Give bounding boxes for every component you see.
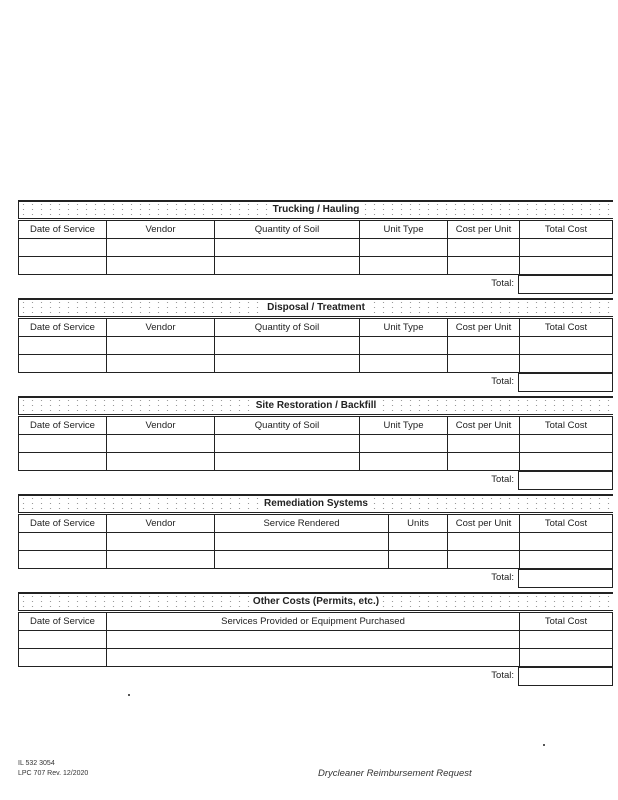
- section-trucking-hauling: [18, 200, 612, 295]
- quantity-cell[interactable]: [215, 239, 360, 257]
- col-header-date: Date of Service: [19, 319, 107, 337]
- total-label: Total:: [491, 278, 514, 289]
- section-title: Site Restoration / Backfill: [18, 396, 613, 415]
- col-header-total-cost: Total Cost: [520, 221, 613, 239]
- total-cost-cell[interactable]: [520, 355, 613, 373]
- table-row: [19, 435, 613, 453]
- form-revision: LPC 707 Rev. 12/2020: [18, 770, 89, 777]
- table-header-row: [19, 613, 613, 631]
- total-cost-cell[interactable]: [520, 239, 613, 257]
- col-header-quantity: Quantity of Soil: [215, 221, 360, 239]
- cost-per-unit-cell[interactable]: [448, 435, 520, 453]
- cost-per-unit-cell[interactable]: [448, 551, 520, 569]
- date-cell[interactable]: [19, 631, 107, 649]
- total-field[interactable]: [518, 275, 613, 294]
- total-cost-cell[interactable]: [520, 435, 613, 453]
- col-header-date: Date of Service: [19, 417, 107, 435]
- table-header-row: [19, 221, 613, 239]
- col-header-cost-per-unit: Cost per Unit: [448, 221, 520, 239]
- services-cell[interactable]: [107, 631, 520, 649]
- total-label: Total:: [491, 670, 514, 681]
- table-row: [19, 649, 613, 667]
- date-cell[interactable]: [19, 435, 107, 453]
- total-cost-cell[interactable]: [520, 551, 613, 569]
- total-cost-cell[interactable]: [520, 257, 613, 275]
- date-cell[interactable]: [19, 533, 107, 551]
- date-cell[interactable]: [19, 355, 107, 373]
- date-cell[interactable]: [19, 453, 107, 471]
- cost-per-unit-cell[interactable]: [448, 257, 520, 275]
- col-header-unit-type: Unit Type: [360, 319, 448, 337]
- other-costs-table: [18, 612, 613, 667]
- section-remediation-systems: [18, 494, 612, 589]
- col-header-total-cost: Total Cost: [520, 319, 613, 337]
- col-header-cost-per-unit: Cost per Unit: [448, 319, 520, 337]
- unit-type-cell[interactable]: [360, 239, 448, 257]
- vendor-cell[interactable]: [107, 337, 215, 355]
- section-site-restoration-backfill: [18, 396, 612, 491]
- vendor-cell[interactable]: [107, 533, 215, 551]
- col-header-services: Services Provided or Equipment Purchased: [107, 613, 520, 631]
- total-field[interactable]: [518, 569, 613, 588]
- unit-type-cell[interactable]: [360, 257, 448, 275]
- quantity-cell[interactable]: [215, 453, 360, 471]
- quantity-cell[interactable]: [215, 355, 360, 373]
- quantity-cell[interactable]: [215, 435, 360, 453]
- table-header-row: [19, 417, 613, 435]
- services-cell[interactable]: [107, 649, 520, 667]
- trucking-table: [18, 220, 613, 275]
- table-header-row: [19, 515, 613, 533]
- table-row: [19, 355, 613, 373]
- date-cell[interactable]: [19, 551, 107, 569]
- table-row: [19, 551, 613, 569]
- vendor-cell[interactable]: [107, 435, 215, 453]
- units-cell[interactable]: [389, 533, 448, 551]
- units-cell[interactable]: [389, 551, 448, 569]
- total-field[interactable]: [518, 471, 613, 490]
- section-title: Other Costs (Permits, etc.): [18, 592, 613, 611]
- form-id: IL 532 3054: [18, 760, 55, 767]
- vendor-cell[interactable]: [107, 239, 215, 257]
- cost-per-unit-cell[interactable]: [448, 533, 520, 551]
- disposal-table: [18, 318, 613, 373]
- scan-speck: [543, 744, 545, 746]
- remediation-table: [18, 514, 613, 569]
- vendor-cell[interactable]: [107, 453, 215, 471]
- quantity-cell[interactable]: [215, 257, 360, 275]
- col-header-total-cost: Total Cost: [520, 515, 613, 533]
- total-label: Total:: [491, 376, 514, 387]
- site-restoration-table: [18, 416, 613, 471]
- col-header-vendor: Vendor: [107, 515, 215, 533]
- vendor-cell[interactable]: [107, 355, 215, 373]
- total-cost-cell[interactable]: [520, 631, 613, 649]
- section-title: Remediation Systems: [18, 494, 613, 513]
- col-header-vendor: Vendor: [107, 221, 215, 239]
- service-cell[interactable]: [215, 533, 389, 551]
- col-header-vendor: Vendor: [107, 319, 215, 337]
- cost-per-unit-cell[interactable]: [448, 337, 520, 355]
- quantity-cell[interactable]: [215, 337, 360, 355]
- col-header-quantity: Quantity of Soil: [215, 417, 360, 435]
- total-label: Total:: [491, 474, 514, 485]
- date-cell[interactable]: [19, 337, 107, 355]
- col-header-total-cost: Total Cost: [520, 417, 613, 435]
- total-field[interactable]: [518, 667, 613, 686]
- unit-type-cell[interactable]: [360, 435, 448, 453]
- date-cell[interactable]: [19, 649, 107, 667]
- total-cost-cell[interactable]: [520, 337, 613, 355]
- col-header-service-rendered: Service Rendered: [215, 515, 389, 533]
- total-cost-cell[interactable]: [520, 453, 613, 471]
- col-header-vendor: Vendor: [107, 417, 215, 435]
- col-header-quantity: Quantity of Soil: [215, 319, 360, 337]
- col-header-date: Date of Service: [19, 221, 107, 239]
- col-header-unit-type: Unit Type: [360, 417, 448, 435]
- table-row: [19, 631, 613, 649]
- table-row: [19, 337, 613, 355]
- date-cell[interactable]: [19, 239, 107, 257]
- table-row: [19, 533, 613, 551]
- total-label: Total:: [491, 572, 514, 583]
- unit-type-cell[interactable]: [360, 337, 448, 355]
- unit-type-cell[interactable]: [360, 355, 448, 373]
- section-title: Disposal / Treatment: [18, 298, 613, 317]
- cost-per-unit-cell[interactable]: [448, 355, 520, 373]
- col-header-date: Date of Service: [19, 515, 107, 533]
- total-cost-cell[interactable]: [520, 649, 613, 667]
- table-header-row: [19, 319, 613, 337]
- vendor-cell[interactable]: [107, 257, 215, 275]
- col-header-cost-per-unit: Cost per Unit: [448, 515, 520, 533]
- col-header-unit-type: Unit Type: [360, 221, 448, 239]
- cost-per-unit-cell[interactable]: [448, 239, 520, 257]
- vendor-cell[interactable]: [107, 551, 215, 569]
- section-other-costs: [18, 592, 612, 687]
- section-title: Trucking / Hauling: [18, 200, 613, 219]
- col-header-cost-per-unit: Cost per Unit: [448, 417, 520, 435]
- unit-type-cell[interactable]: [360, 453, 448, 471]
- cost-per-unit-cell[interactable]: [448, 453, 520, 471]
- col-header-units: Units: [389, 515, 448, 533]
- form-title: Drycleaner Reimbursement Request: [318, 768, 472, 779]
- scan-speck: [128, 694, 130, 696]
- table-row: [19, 239, 613, 257]
- date-cell[interactable]: [19, 257, 107, 275]
- col-header-date: Date of Service: [19, 613, 107, 631]
- section-disposal-treatment: [18, 298, 612, 393]
- table-row: [19, 257, 613, 275]
- table-row: [19, 453, 613, 471]
- service-cell[interactable]: [215, 551, 389, 569]
- total-cost-cell[interactable]: [520, 533, 613, 551]
- form-id-block: [18, 759, 88, 779]
- total-field[interactable]: [518, 373, 613, 392]
- col-header-total-cost: Total Cost: [520, 613, 613, 631]
